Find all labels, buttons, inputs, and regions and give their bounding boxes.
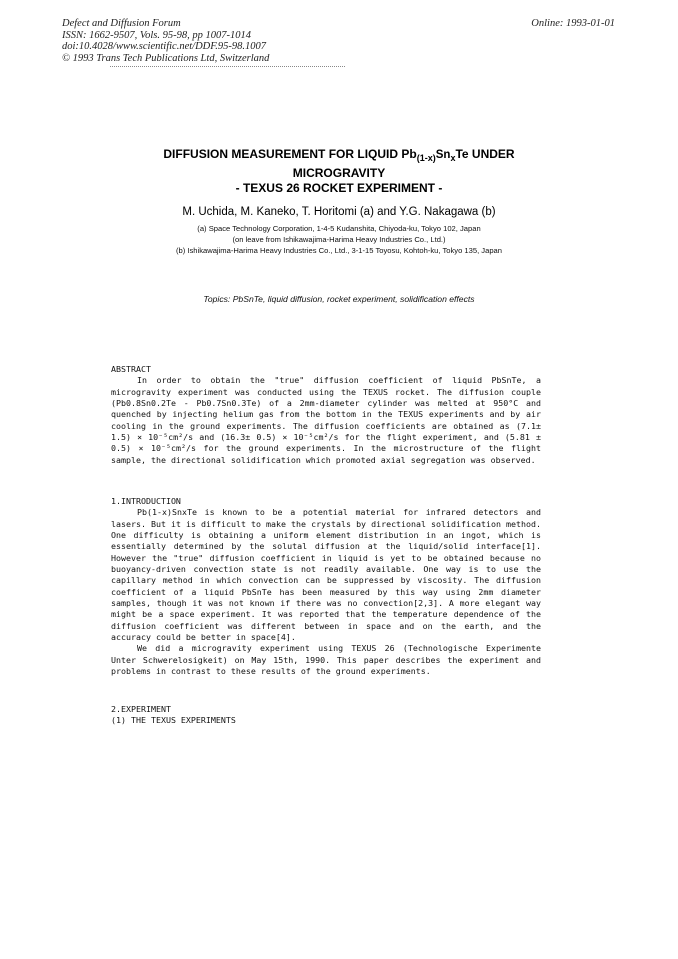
title-line1-end: Te UNDER	[455, 147, 515, 161]
introduction-paragraph-1: Pb(1-x)SnxTe is known to be a potential material for infrared detectors and lasers. But it is difficult to make the crystals by directional solidification method. One difficulty is obtaining a uniform element distribution in an ingot, which is essentially determined by the solutal diffusion at the liquid/solid interface[1]. However the "true" diffusion coefficient in liquid is yet to be obtained because no buoyancy-driven convection state is not readily available. One way is to use the capillary method in which convection can be suppressed by viscosity. The diffusion coefficient of a liquid PbSnTe has been measured by this way using 2mm diameter samples, though it was not known if there was no convection[2,3]. A more elegant way might be a space experiment. It was reported that the temperature dependence of the diffusion coefficient was different between in space and on the earth, and the accuracy could be better in space[4].	[111, 507, 541, 643]
issn-line: ISSN: 1662-9507, Vols. 95-98, pp 1007-1014	[62, 29, 251, 41]
abstract-heading: ABSTRACT	[111, 364, 151, 374]
experiment-subheading: (1) THE TEXUS EXPERIMENTS	[111, 715, 236, 726]
paper-title	[60, 147, 618, 196]
copyright-line: © 1993 Trans Tech Publications Ltd, Switzerland	[62, 52, 270, 64]
journal-name: Defect and Diffusion Forum	[62, 18, 181, 29]
doi-link[interactable]: doi:10.4028/www.scientific.net/DDF.95-98.1007	[62, 41, 267, 52]
abstract-text: In order to obtain the "true" diffusion coefficient of liquid PbSnTe, a microgravity experiment was conducted using the TEXUS rocket. The diffusion couple (Pb0.8Sn0.2Te - Pb0.7Sn0.3Te) of a 2mm-diameter cylinder was melted at 950°C and quenched by injecting helium gas from the bottom in the TEXUS experiments and by air cooling in the ground experiments. The diffusion coefficients are obtained as (7.1± 1.5) × 10⁻⁵cm²/s and (16.3± 0.5) × 10⁻⁵cm²/s for the flight experiment, and (5.81 ± 0.5) × 10⁻⁵cm²/s for the ground experiments. In the microstructure of the flight sample, the directional solidification which promoted axial segregation was observed.	[111, 375, 541, 465]
title-line3: - TEXUS 26 ROCKET EXPERIMENT -	[235, 181, 443, 195]
topics-line: Topics: PbSnTe, liquid diffusion, rocket experiment, solidification effects	[203, 294, 475, 304]
author-list: M. Uchida, M. Kaneko, T. Horitomi (a) and Y.G. Nakagawa (b)	[182, 206, 496, 218]
online-date: Online: 1993-01-01	[531, 18, 615, 29]
scan-artifact-line	[110, 66, 345, 69]
abstract-section	[111, 364, 541, 466]
journal-header	[62, 18, 269, 64]
affiliation-a: (a) Space Technology Corporation, 1-4-5 Kudanshita, Chiyoda-ku, Tokyo 102, Japan	[197, 224, 481, 233]
introduction-section	[111, 496, 541, 678]
introduction-heading: 1.INTRODUCTION	[111, 496, 181, 506]
title-line2: MICROGRAVITY	[292, 166, 386, 180]
affiliation-b: (b) Ishikawajima-Harima Heavy Industries Co., Ltd., 3-1-15 Toyosu, Kohtoh-ku, Tokyo 135, Japan	[176, 246, 502, 255]
experiment-heading: 2.EXPERIMENT	[111, 704, 171, 714]
title-line1-text: DIFFUSION MEASUREMENT FOR LIQUID Pb	[163, 147, 417, 161]
title-sn: Sn	[435, 149, 451, 161]
affiliation-a-note: (on leave from Ishikawajima-Harima Heavy Industries Co., Ltd.)	[232, 235, 446, 244]
title-subscript-1: (1-x)	[416, 153, 436, 163]
introduction-paragraph-2: We did a microgravity experiment using TEXUS 26 (Technologische Experimente Unter Schwerelosigkeit) on May 15th, 1990. This paper describes the experiment and problems in contrast to these results of the ground experiments.	[111, 643, 541, 677]
experiment-section	[111, 704, 541, 727]
title-subscript-x: x	[450, 153, 456, 163]
